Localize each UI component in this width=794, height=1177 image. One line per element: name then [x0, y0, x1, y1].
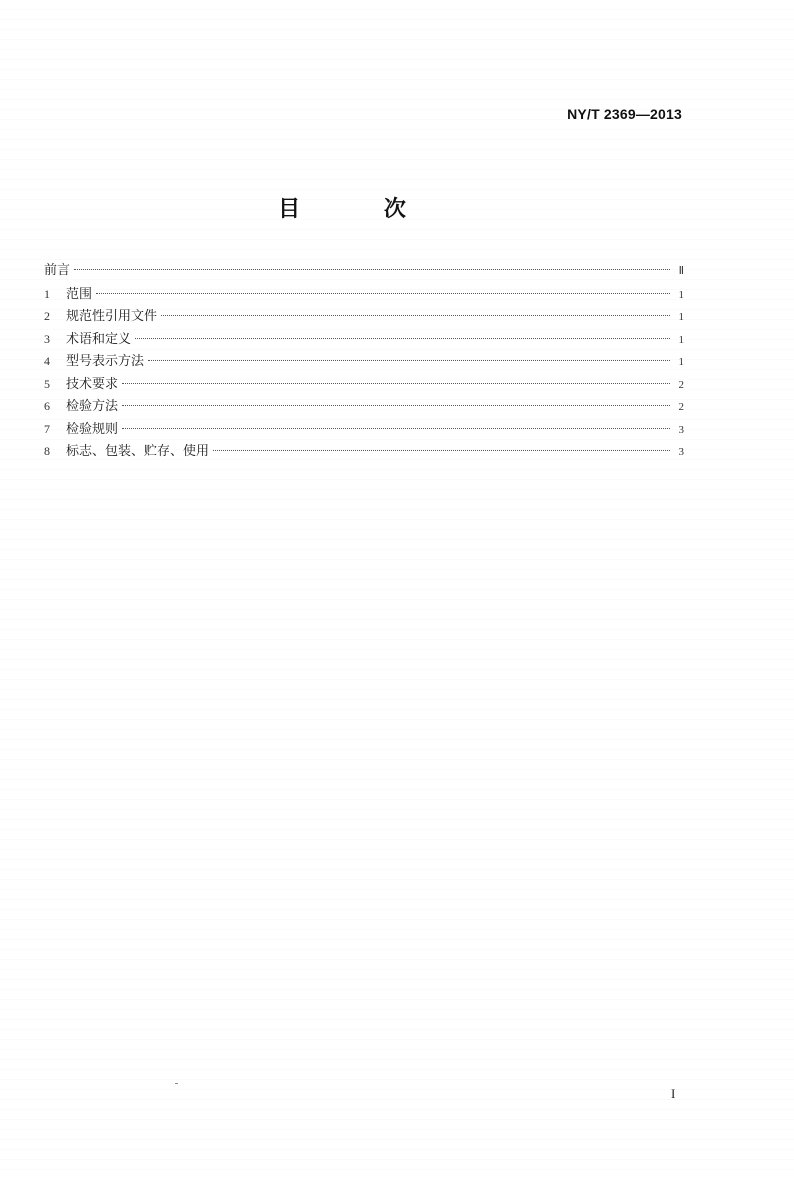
- toc-entry-page: 2: [678, 378, 684, 391]
- toc-entry-page: Ⅱ: [678, 265, 684, 277]
- toc-entry-label: 型号表示方法: [66, 354, 145, 369]
- toc-entry-label: 前言: [44, 263, 71, 278]
- toc-entry-scope[interactable]: [44, 283, 684, 306]
- toc-entry-page: 1: [678, 311, 684, 323]
- toc-entry-number: 7: [44, 421, 50, 436]
- toc-entry-label: 检验规则: [66, 421, 119, 437]
- toc-entry-terms-definitions[interactable]: [44, 328, 684, 351]
- toc-leader-dots: [135, 337, 670, 339]
- toc-entry-number: 5: [44, 376, 50, 391]
- toc-leader-dots: [96, 292, 670, 294]
- toc-entry-technical-requirements[interactable]: [44, 373, 684, 396]
- toc-entry-page: 2: [678, 401, 684, 413]
- toc-entry-normative-references[interactable]: [44, 305, 684, 328]
- toc-entry-page: 1: [678, 288, 684, 301]
- toc-entry-label: 检验方法: [66, 399, 119, 414]
- toc-leader-dots: [122, 382, 670, 384]
- toc-leader-dots: [213, 449, 670, 451]
- page-title: 目 次: [278, 197, 444, 222]
- toc-leader-dots: [122, 427, 670, 429]
- toc-entry-model-designation[interactable]: [44, 350, 684, 373]
- toc-entry-label: 技术要求: [66, 376, 119, 392]
- toc-entry-test-methods[interactable]: [44, 395, 684, 418]
- toc-entry-label: 术语和定义: [66, 331, 132, 347]
- toc-entry-page: 3: [678, 446, 684, 458]
- page-number: I: [671, 1086, 676, 1101]
- toc-entry-label: 标志、包装、贮存、使用: [66, 444, 210, 459]
- toc-entry-foreword[interactable]: [44, 260, 684, 283]
- document-code: NY/T 2369—2013: [567, 106, 682, 122]
- toc-entry-number: 1: [44, 286, 50, 301]
- toc-entry-page: 3: [678, 423, 684, 436]
- toc-entry-inspection-rules[interactable]: [44, 418, 684, 441]
- toc-entry-number: 3: [44, 331, 50, 346]
- toc-entry-label: 规范性引用文件: [66, 309, 158, 324]
- toc-entry-number: 6: [44, 399, 50, 413]
- table-of-contents: [44, 260, 684, 463]
- toc-entry-page: 1: [678, 356, 684, 368]
- scan-artifact: [175, 1083, 178, 1084]
- toc-entry-number: 8: [44, 444, 50, 458]
- toc-leader-dots: [122, 404, 670, 406]
- toc-leader-dots: [148, 359, 670, 361]
- toc-entry-marking-packaging[interactable]: [44, 440, 684, 463]
- toc-leader-dots: [74, 268, 670, 270]
- toc-leader-dots: [161, 314, 670, 316]
- toc-entry-number: 2: [44, 309, 50, 323]
- toc-entry-page: 1: [678, 333, 684, 346]
- toc-entry-label: 范围: [66, 286, 93, 302]
- toc-entry-number: 4: [44, 354, 50, 368]
